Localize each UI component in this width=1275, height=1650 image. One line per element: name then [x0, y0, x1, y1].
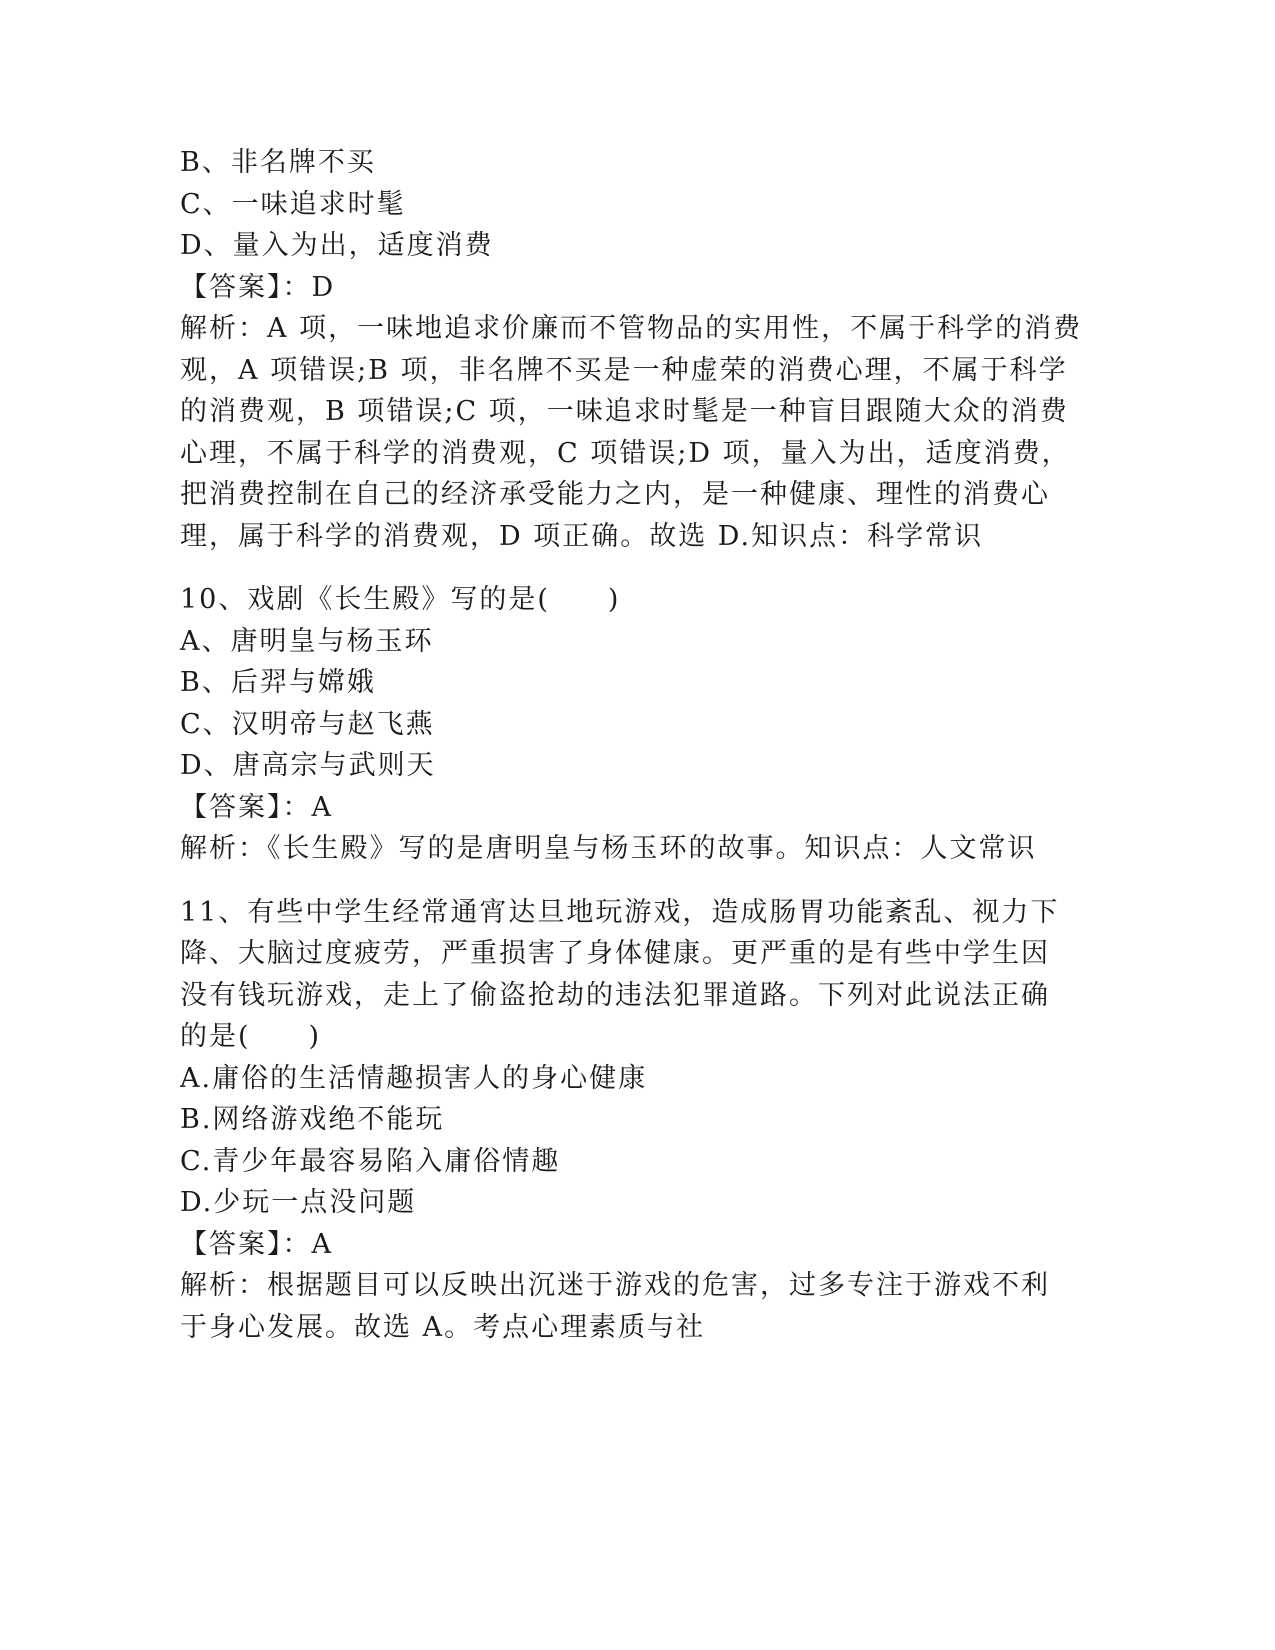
answer-line: 【答案】：A	[180, 791, 333, 823]
option-b: B、后羿与嫦娥	[180, 667, 376, 698]
question-11	[180, 892, 1080, 1349]
question-stem: 的是( )	[180, 1021, 322, 1052]
answer-line: 【答案】：A	[180, 1228, 333, 1260]
option-c: C.青少年最容易陷入庸俗情趣	[180, 1145, 561, 1177]
analysis-line: 于身心发展。故选 A。考点心理素质与社	[180, 1311, 706, 1343]
question-stem: 10、戏剧《长生殿》写的是( )	[180, 584, 621, 615]
analysis-line: 的消费观，B 项错误;C 项，一味追求时髦是一种盲目跟随大众的消费	[180, 396, 1069, 427]
analysis-line: 解析：《长生殿》写的是唐明皇与杨玉环的故事。知识点：人文常识	[180, 833, 1037, 864]
analysis-line: 观，A 项错误;B 项，非名牌不买是一种虚荣的消费心理，不属于科学	[180, 354, 1068, 386]
analysis-line: 解析：根据题目可以反映出沉迷于游戏的危害，过多专注于游戏不利	[180, 1270, 1050, 1301]
option-b: B、非名牌不买	[180, 147, 376, 178]
spacer	[180, 557, 1080, 579]
answer-line: 【答案】：D	[180, 271, 336, 303]
option-d: D、量入为出，适度消费	[180, 230, 494, 261]
analysis-line: 解析：A 项，一味地追求价廉而不管物品的实用性，不属于科学的消费	[180, 313, 1083, 344]
question-stem: 11、有些中学生经常通宵达旦地玩游戏，造成肠胃功能紊乱、视力下	[180, 896, 1060, 928]
question-10	[180, 579, 1080, 870]
question-stem: 降、大脑过度疲劳，严重损害了身体健康。更严重的是有些中学生因	[180, 938, 1050, 969]
analysis-line: 心理，不属于科学的消费观，C 项错误;D 项，量入为出，适度消费，	[180, 437, 1071, 469]
option-a: A、唐明皇与杨玉环	[180, 625, 434, 657]
spacer	[180, 870, 1080, 892]
document-page	[180, 142, 1083, 1348]
option-a: A.庸俗的生活情趣损害人的身心健康	[180, 1062, 648, 1094]
option-d: D、唐高宗与武则天	[180, 750, 436, 781]
analysis-line: 把消费控制在自己的经济承受能力之内，是一种健康、理性的消费心	[180, 479, 1050, 510]
question-stem: 没有钱玩游戏，走上了偷盗抢劫的违法犯罪道路。下列对此说法正确	[180, 979, 1050, 1011]
option-c: C、汉明帝与赵飞燕	[180, 708, 435, 740]
option-d: D.少玩一点没问题	[180, 1187, 417, 1218]
analysis-line: 理，属于科学的消费观，D 项正确。故选 D.知识点：科学常识	[180, 520, 984, 552]
option-b: B.网络游戏绝不能玩	[180, 1104, 445, 1135]
question-9-continued	[180, 142, 1083, 557]
option-c: C、一味追求时髦	[180, 188, 406, 220]
